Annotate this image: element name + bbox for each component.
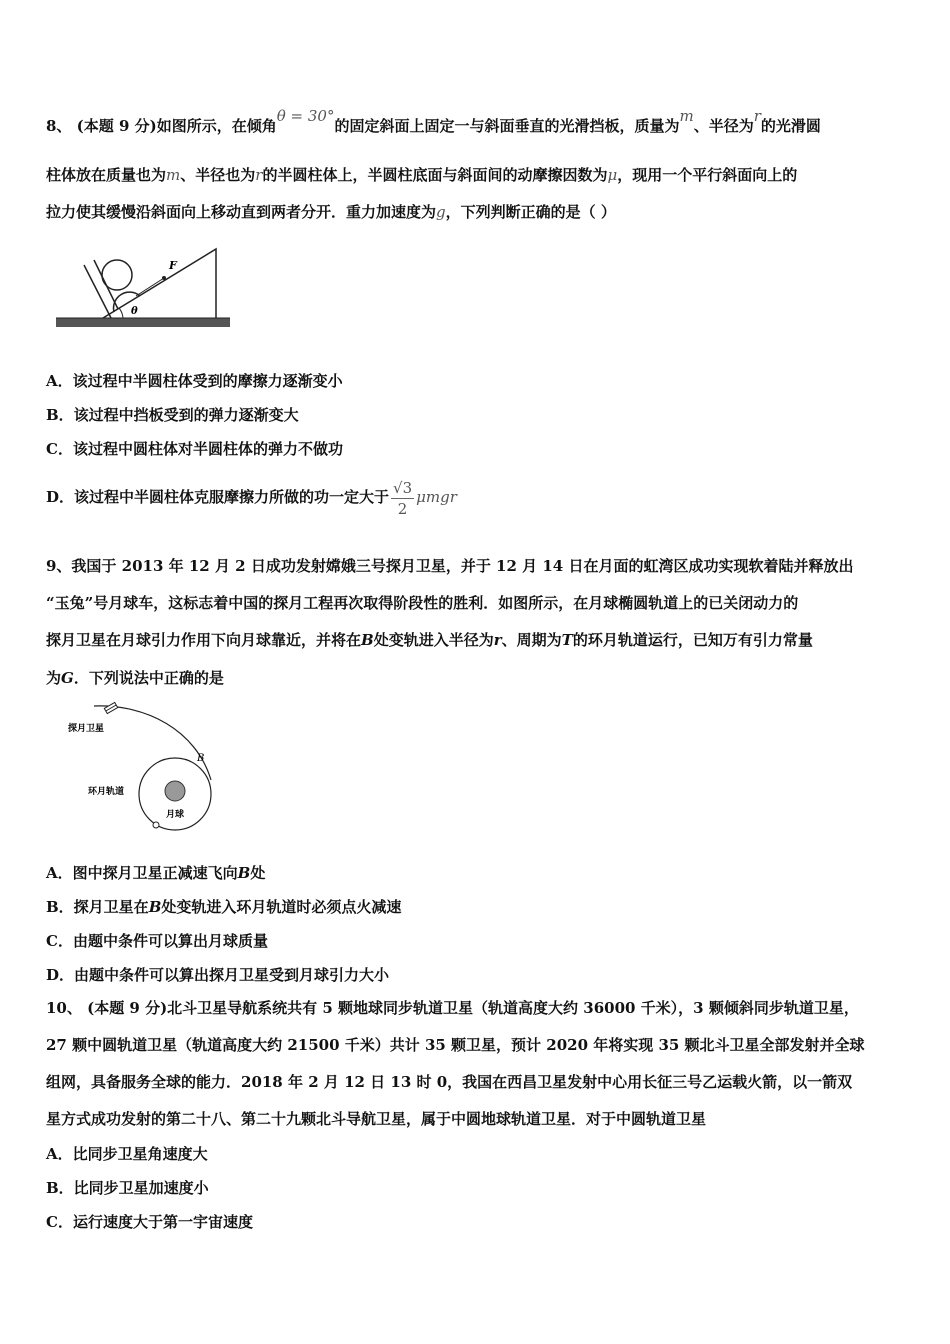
theta-expression: θ = 30° — [276, 107, 335, 125]
force-label: F — [169, 259, 177, 272]
period-symbol: T — [561, 631, 573, 649]
q8-option-c: C．该过程中圆柱体对半圆柱体的弹力不做功 — [46, 440, 343, 458]
elliptical-orbit — [94, 706, 211, 780]
sqrt3-over-2 — [391, 478, 414, 519]
frac-numerator: √3 — [393, 478, 413, 497]
q8-option-a: A．该过程中半圆柱体受到的摩擦力逐渐变小 — [46, 372, 343, 390]
q9-option-a — [46, 862, 265, 883]
q9-text: 的环月轨道运行，已知万有引力常量 — [572, 631, 813, 649]
q9-option-b-text: 处变轨进入环月轨道时必须点火减速 — [161, 898, 402, 916]
q8-text: ，下列判断正确的是（ ） — [445, 203, 616, 221]
q8-text: ，现用一个平行斜面向上的 — [617, 166, 798, 184]
q10-option-a: A．比同步卫星角速度大 — [46, 1145, 208, 1163]
q8-text: 柱体放在质量也为 — [46, 166, 167, 184]
q9-line-4 — [46, 668, 908, 688]
q9-text: ．下列说法中正确的是 — [73, 669, 224, 687]
q10-line-4: 星方式成功发射的第二十八、第二十九颗北斗导航卫星，属于中圆地球轨道卫星．对于中圆轨道卫星 — [46, 1110, 707, 1128]
q9-line-1: 9、我国于 2013 年 12 月 2 日成功发射嫦娥三号探月卫星，并于 12 月 14 日在月面的虹湾区成功实现软着陆并释放出 — [46, 557, 854, 575]
incline — [103, 249, 216, 318]
angle-label: θ — [131, 306, 138, 317]
ground — [56, 318, 230, 327]
q9-line-3 — [46, 630, 908, 650]
q10-line-2: 27 颗中圆轨道卫星（轨道高度大约 21500 千米）共计 35 颗卫星，预计 2020 年将实现 35 颗北斗卫星全部发射并全球 — [46, 1036, 865, 1054]
q8-text: 8、 (本题 9 分)如图所示，在倾角 — [46, 117, 277, 135]
q9-text: 处变轨进入半径为 — [373, 631, 494, 649]
point-b: B — [237, 864, 251, 882]
q10-option-b: B．比同步卫星加速度小 — [46, 1179, 209, 1197]
q9-figure — [68, 700, 226, 830]
force-arrow — [136, 278, 164, 296]
q9-text: 探月卫星在月球引力作用下向月球靠近，并将在 — [46, 631, 362, 649]
q9-text: 为 — [46, 669, 62, 687]
q9-option-c: C．由题中条件可以算出月球质量 — [46, 932, 268, 950]
q8-text: 的光滑圆 — [760, 117, 821, 135]
point-b: B — [361, 631, 374, 649]
q8-text: 拉力使其缓慢沿斜面向上移动直到两者分开．重力加速度为 — [46, 203, 437, 221]
q8-option-b: B．该过程中挡板受到的弹力逐渐变大 — [46, 406, 299, 424]
mu-mgr: μmgr — [416, 488, 457, 506]
b-label: B — [197, 753, 205, 764]
q10-line-3: 组网，具备服务全球的能力．2018 年 2 月 12 日 13 时 0，我国在西昌卫星发射中心用长征三号乙运载火箭，以一箭双 — [46, 1073, 853, 1091]
q10-line-1: 10、 (本题 9 分)北斗卫星导航系统共有 5 颗地球同步轨道卫星（轨道高度大约 36000 千米），3 颗倾斜同步轨道卫星， — [46, 999, 859, 1017]
q10-option-c: C．运行速度大于第一宇宙速度 — [46, 1213, 253, 1231]
force-point — [162, 276, 166, 280]
q8-line-2 — [46, 165, 908, 185]
satellite-icon — [104, 702, 117, 713]
q8-option-d-text: D．该过程中半圆柱体克服摩擦力所做的功一定大于 — [46, 488, 390, 506]
q9-option-b — [46, 896, 401, 917]
mass-symbol: m — [166, 166, 181, 184]
g-symbol: g — [436, 203, 446, 221]
q8-text: 、半径为 — [693, 117, 754, 135]
angle-arc — [119, 308, 123, 318]
radius-symbol: r — [753, 107, 761, 125]
q8-line-1 — [46, 107, 908, 136]
q8-line-3 — [46, 202, 908, 222]
q8-text: 的半圆柱体上，半圆柱底面与斜面间的动摩擦因数为 — [262, 166, 608, 184]
gravity-constant: G — [61, 669, 74, 687]
q8-figure — [56, 243, 232, 331]
satellite-dot — [153, 822, 159, 828]
q8-text: 、半径也为 — [180, 166, 256, 184]
point-b: B — [148, 898, 162, 916]
q9-line-2: “玉兔”号月球车，这标志着中国的探月工程再次取得阶段性的胜利．如图所示，在月球椭圆轨道上的已关闭动力的 — [46, 594, 799, 612]
frac-denominator: 2 — [397, 499, 408, 518]
baffle-left — [84, 265, 111, 318]
orbit-label: 环月轨道 — [88, 787, 125, 797]
radius-symbol: r — [493, 631, 502, 649]
q8-option-d — [46, 474, 457, 520]
mass-symbol: m — [679, 107, 694, 125]
q9-option-d: D．由题中条件可以算出探月卫星受到月球引力大小 — [46, 966, 390, 984]
mu-symbol: μ — [607, 166, 618, 184]
q9-option-b-text: B．探月卫星在 — [46, 898, 149, 916]
q9-option-a-text: 处 — [250, 864, 266, 882]
moon — [165, 781, 185, 801]
q9-option-a-text: A．图中探月卫星正减速飞向 — [46, 864, 238, 882]
q9-text: 、周期为 — [501, 631, 562, 649]
q8-text: 的固定斜面上固定一与斜面垂直的光滑挡板，质量为 — [334, 117, 680, 135]
cylinder — [102, 260, 132, 290]
satellite-label: 探月卫星 — [68, 724, 105, 734]
moon-label: 月球 — [166, 810, 185, 820]
radius-symbol: r — [255, 166, 263, 184]
